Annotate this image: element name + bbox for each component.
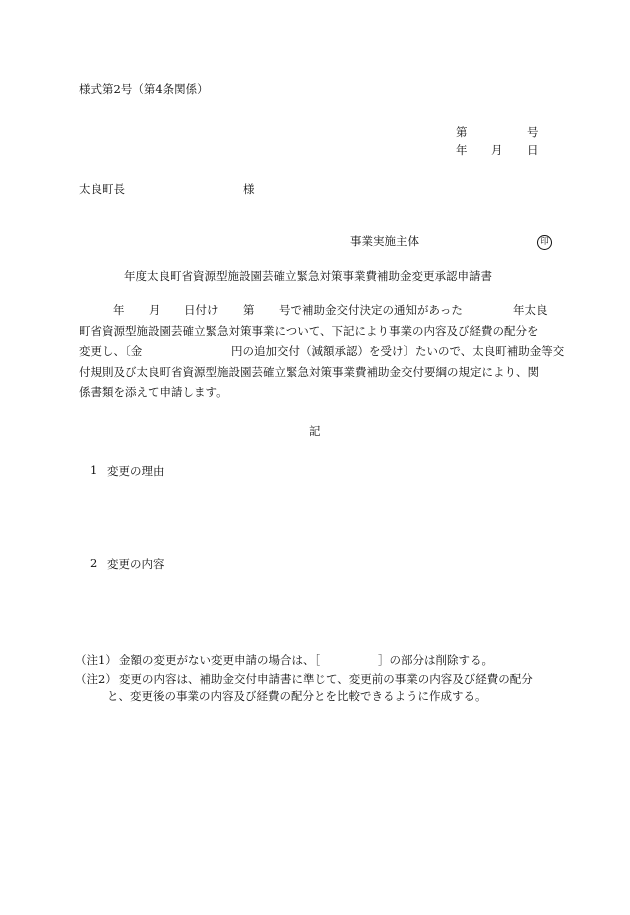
note-text: 変更の内容は、補助金交付申請書に準じて、変更前の事業の内容及び経費の配分 (119, 672, 533, 686)
body-line-3 (79, 341, 565, 362)
note-2 (0, 671, 630, 685)
item-label: 変更の理由 (107, 464, 165, 478)
addressee (0, 181, 630, 195)
body-line-4: 付規則及び太良町省資源型施設園芸確立緊急対策事業費補助金交付要綱の規定により、関 (79, 364, 539, 379)
note-tag: （注2） (75, 672, 117, 686)
item-reason (0, 463, 630, 477)
document-date (0, 142, 630, 156)
body-line-5: 係書類を添えて申請します。 (79, 385, 228, 399)
ki-heading: 記 (309, 424, 321, 438)
body-line-2: 町省資源型施設園芸確立緊急対策事業について、下記により事業の内容及び経費の配分を (79, 323, 539, 338)
page-title: 年度太良町省資源型施設園芸確立緊急対策事業費補助金変更承認申請書 (124, 269, 492, 283)
seal-mark: 印 (537, 235, 552, 250)
addressee-name: 太良町長 (79, 182, 125, 196)
note-2-continuation: と、変更後の事業の内容及び経費の配分とを比較できるように作成する。 (107, 689, 487, 703)
note-1 (0, 652, 630, 666)
doc-number-dai: 第 (456, 125, 468, 139)
document-number (0, 124, 630, 138)
addressee-honorific: 様 (243, 182, 255, 196)
body-line-1 (79, 300, 551, 321)
item-number: 2 (90, 556, 98, 570)
note-text-a: 金額の変更がない変更申請の場合は、［ (119, 653, 321, 667)
item-number: 1 (90, 463, 98, 477)
body-dated: 日付け (184, 303, 219, 317)
body-paragraph (79, 300, 565, 403)
applicant-label: 事業実施主体 (350, 234, 419, 248)
doc-number-go: 号 (527, 125, 539, 139)
body-month: 月 (149, 303, 161, 317)
body-amount-start: 変更し、〔金 (79, 344, 143, 358)
body-year2: 年太良 (513, 303, 548, 317)
body-dai: 第 (243, 303, 255, 317)
note-text-b: ］の部分は削除する。 (378, 653, 493, 667)
date-year: 年 (456, 143, 468, 157)
form-number: 様式第2号（第4条関係） (79, 82, 209, 96)
item-content (0, 556, 630, 570)
body-notification: 号で補助金交付決定の通知があった (279, 303, 463, 317)
body-amount-end: 円の追加交付（減額承認）を受け〕たいので、太良町補助金等交 (231, 344, 565, 358)
body-year: 年 (113, 303, 125, 317)
date-month: 月 (491, 143, 503, 157)
note-tag: （注1） (75, 653, 117, 667)
date-day: 日 (527, 143, 539, 157)
item-label: 変更の内容 (107, 557, 165, 571)
